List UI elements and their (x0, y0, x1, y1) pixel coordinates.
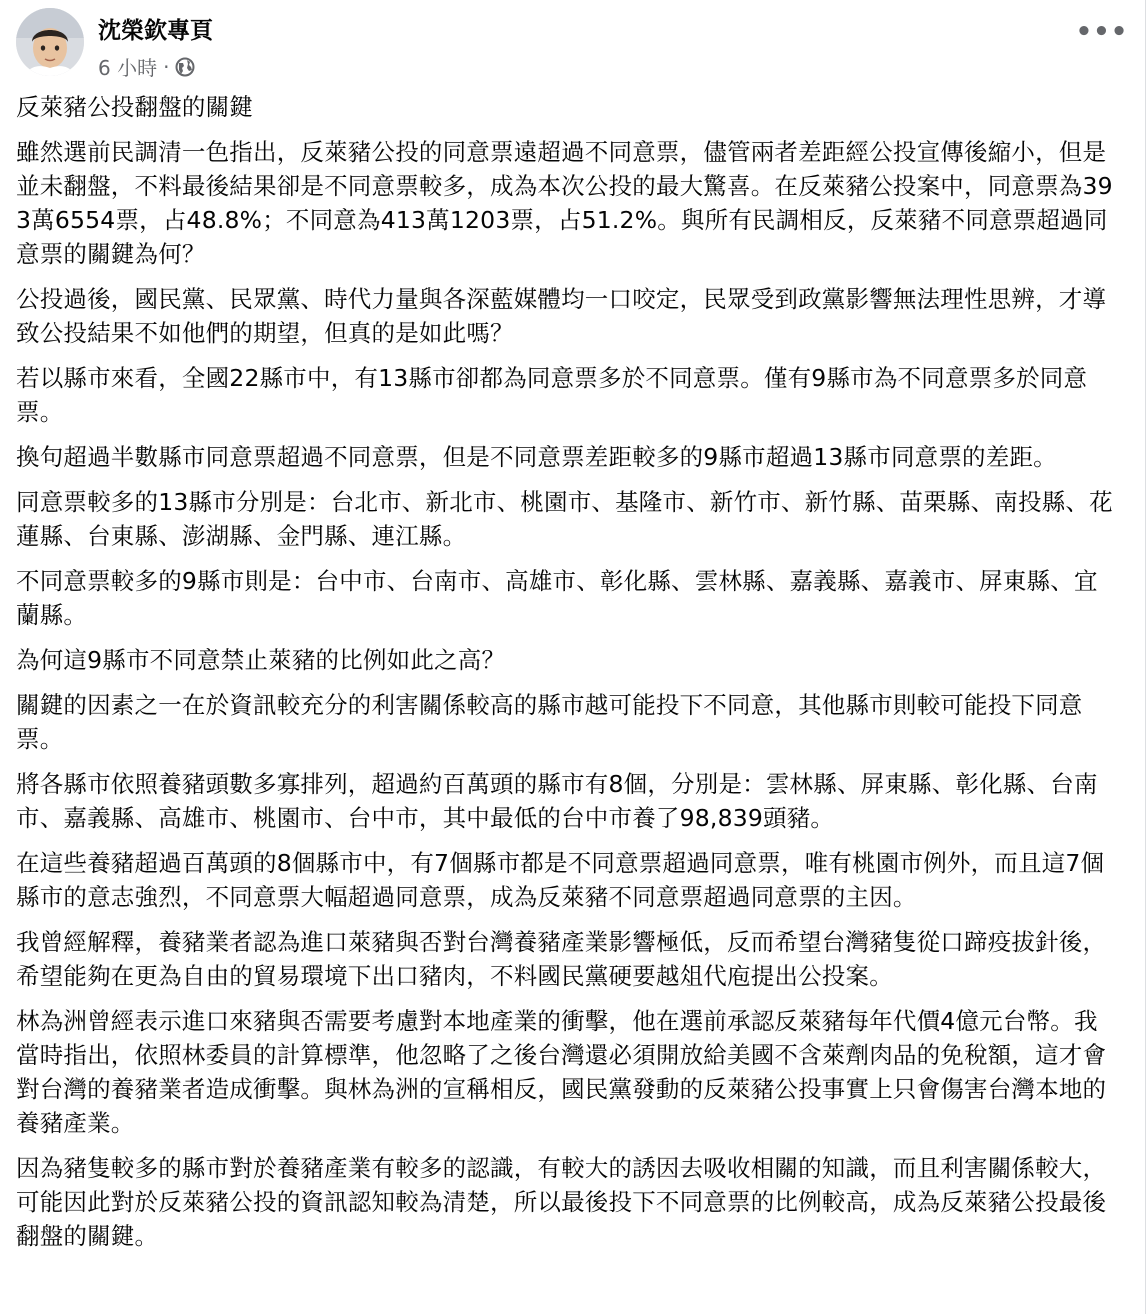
more-options-icon: ••• (1075, 17, 1129, 47)
post-paragraph: 在這些養豬超過百萬頭的8個縣市中，有7個縣市都是不同意票超過同意票，唯有桃園市例外，而且這7個縣市的意志強烈，不同意票大幅超過同意票，成為反萊豬不同意票超過同意票的主因。 (16, 849, 1105, 911)
post-paragraph: 因為豬隻較多的縣市對於養豬產業有較多的認識，有較大的誘因去吸收相關的知識，而且利害關係較大，可能因此對於反萊豬公投的資訊認知較為清楚，所以最後投下不同意票的比例較高，成為反萊豬公投最後翻盤的關鍵。 (16, 1154, 1107, 1250)
post-meta (98, 52, 195, 81)
profile-photo-child-icon (16, 8, 84, 76)
post-paragraph: 我曾經解釋，養豬業者認為進口萊豬與否對台灣養豬產業影響極低，反而希望台灣豬隻從口蹄疫拔針後，希望能夠在更為自由的貿易環境下出口豬肉，不料國民黨硬要越俎代庖提出公投案。 (16, 928, 1107, 990)
post-timestamp[interactable]: 6 小時 (98, 56, 158, 80)
globe-icon[interactable] (175, 57, 195, 77)
post-paragraph: 不同意票較多的9縣市則是：台中市、台南市、高雄市、彰化縣、雲林縣、嘉義縣、嘉義市、屏東縣、宜蘭縣。 (16, 567, 1098, 629)
post-paragraph: 關鍵的因素之一在於資訊較充分的利害關係較高的縣市越可能投下不同意，其他縣市則較可能投下同意票。 (16, 691, 1083, 753)
post-title: 反萊豬公投翻盤的關鍵 (16, 93, 253, 121)
more-options-button[interactable] (1074, 18, 1130, 58)
post-paragraph: 同意票較多的13縣市分別是：台北市、新北市、桃園市、基隆市、新竹市、新竹縣、苗栗縣、南投縣、花蓮縣、台東縣、澎湖縣、金門縣、連江縣。 (16, 488, 1113, 550)
avatar[interactable] (16, 8, 84, 76)
post-paragraph: 將各縣市依照養豬頭數多寡排列，超過約百萬頭的縣市有8個，分別是：雲林縣、屏東縣、彰化縣、台南市、嘉義縣、高雄市、桃園市、台中市，其中最低的台中市養了98,839頭豬。 (16, 770, 1098, 832)
post-header (16, 8, 1130, 78)
post-paragraph: 為何這9縣市不同意禁止萊豬的比例如此之高？ (16, 646, 506, 674)
post-paragraph: 若以縣市來看，全國22縣市中，有13縣市卻都為同意票多於不同意票。僅有9縣市為不同意票多於同意票。 (16, 364, 1088, 426)
post-body (16, 90, 1116, 1264)
post-paragraph: 換句超過半數縣市同意票超過不同意票，但是不同意票差距較多的9縣市超過13縣市同意票的差距。 (16, 443, 1057, 471)
post-paragraph: 雖然選前民調清一色指出，反萊豬公投的同意票遠超過不同意票，儘管兩者差距經公投宣傳後縮小，但是並未翻盤，不料最後結果卻是不同意票較多，成為本次公投的最大驚喜。在反萊豬公投案中，同意票為393萬6554票，占48.8%；不同意為413萬1203票，占51.2%。與所有民調相反，反萊豬不同意票超過同意票的關鍵為何？ (16, 138, 1113, 268)
author-name[interactable]: 沈榮欽專頁 (98, 18, 213, 44)
post-paragraph: 林為洲曾經表示進口來豬與否需要考慮對本地產業的衝擊，他在選前承認反萊豬每年代價4億元台幣。我當時指出，依照林委員的計算標準，他忽略了之後台灣還必須開放給美國不含萊劑肉品的免稅額，這才會對台灣的養豬業者造成衝擊。與林為洲的宣稱相反，國民黨發動的反萊豬公投事實上只會傷害台灣本地的養豬產業。 (16, 1007, 1107, 1137)
post-paragraph: 公投過後，國民黨、民眾黨、時代力量與各深藍媒體均一口咬定，民眾受到政黨影響無法理性思辨，才導致公投結果不如他們的期望，但真的是如此嗎？ (16, 285, 1107, 347)
meta-separator: · (163, 54, 170, 79)
